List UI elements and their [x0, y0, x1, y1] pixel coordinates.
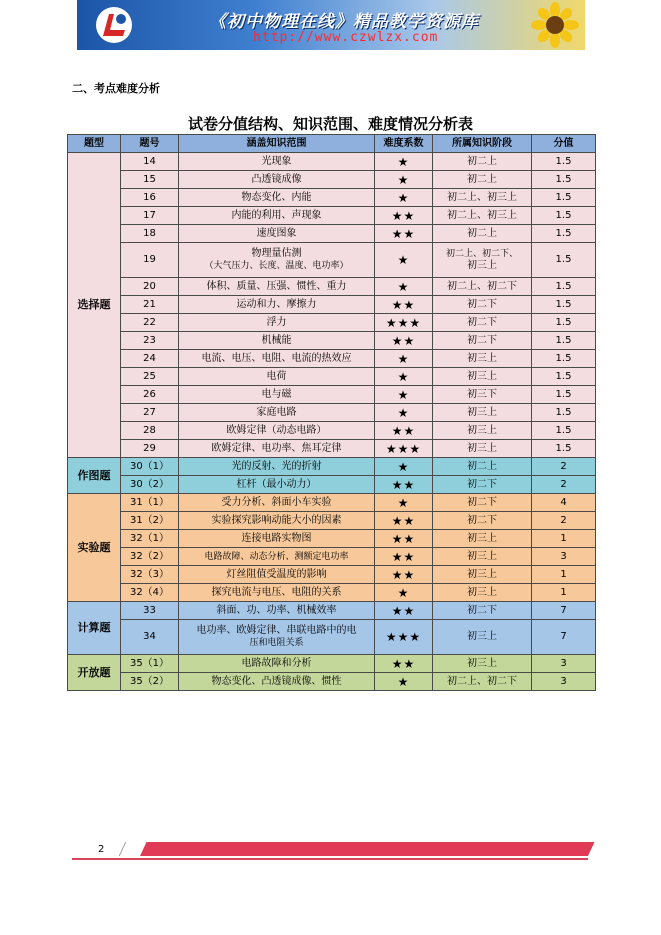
topic-text: 运动和力、摩擦力	[236, 298, 317, 310]
question-number-cell: 23	[121, 332, 179, 350]
difficulty-stars-cell: ★★	[375, 332, 433, 350]
table-row	[68, 494, 596, 512]
question-number-cell: 26	[121, 386, 179, 404]
footer-accent-bar	[140, 842, 595, 856]
topic-text: 家庭电路	[256, 406, 297, 418]
site-logo-icon	[95, 6, 133, 44]
topic-cell	[179, 512, 375, 530]
question-number-cell: 18	[121, 225, 179, 243]
question-number-cell: 35（2）	[121, 673, 179, 691]
question-number-cell: 28	[121, 422, 179, 440]
topic-cell	[179, 368, 375, 386]
header-type: 题型	[68, 135, 121, 153]
difficulty-stars-cell: ★	[375, 584, 433, 602]
stage-text: 初二上	[467, 460, 497, 472]
table-row	[68, 404, 596, 422]
question-number-cell: 19	[121, 243, 179, 278]
topic-cell	[179, 655, 375, 673]
topic-cell	[179, 404, 375, 422]
stage-cell	[433, 386, 532, 404]
score-cell: 1.5	[532, 422, 596, 440]
stage-text: 初二上、初二下	[447, 280, 517, 292]
difficulty-stars-cell: ★★★	[375, 314, 433, 332]
analysis-table	[67, 134, 596, 691]
stage-text: 初三上	[467, 532, 497, 544]
topic-text: 光现象	[261, 155, 292, 167]
topic-cell	[179, 314, 375, 332]
table-header-row	[68, 135, 596, 153]
topic-text: 电功率、欧姆定律、串联电路中的电	[196, 625, 357, 636]
topic-text: 欧姆定律（动态电路）	[226, 424, 327, 436]
score-cell: 3	[532, 673, 596, 691]
score-cell: 1.5	[532, 440, 596, 458]
table-row	[68, 422, 596, 440]
sunflower-icon	[529, 2, 581, 48]
topic-cell	[179, 673, 375, 691]
stage-text: 初二上、初二下、	[445, 249, 518, 259]
header-banner	[77, 0, 585, 50]
difficulty-stars-cell: ★	[375, 368, 433, 386]
page-number: 2	[98, 844, 105, 855]
stage-text: 初二上、初三上	[447, 191, 517, 203]
topic-text: 电荷	[266, 370, 287, 382]
topic-text: 体积、质量、压强、惯性、重力	[206, 280, 347, 292]
topic-text: 浮力	[266, 316, 287, 328]
stage-cell	[433, 404, 532, 422]
question-number-cell: 29	[121, 440, 179, 458]
table-row	[68, 153, 596, 171]
topic-text: 电流、电压、电阻、电流的热效应	[201, 352, 352, 364]
topic-text: 实验探究影响动能大小的因素	[211, 514, 342, 526]
difficulty-stars-cell: ★★	[375, 530, 433, 548]
score-cell: 1.5	[532, 314, 596, 332]
table-row	[68, 296, 596, 314]
difficulty-stars-cell: ★	[375, 494, 433, 512]
question-number-cell: 32（3）	[121, 566, 179, 584]
score-cell: 1	[532, 584, 596, 602]
score-cell: 1.5	[532, 243, 596, 278]
stage-text: 初二上	[467, 227, 497, 239]
question-number-cell: 35（1）	[121, 655, 179, 673]
topic-cell	[179, 171, 375, 189]
stage-text-line2: 初三上	[467, 260, 497, 271]
question-number-cell: 24	[121, 350, 179, 368]
topic-cell	[179, 458, 375, 476]
question-number-cell: 14	[121, 153, 179, 171]
difficulty-stars-cell: ★	[375, 153, 433, 171]
topic-cell	[179, 207, 375, 225]
score-cell: 1.5	[532, 171, 596, 189]
stage-cell	[433, 350, 532, 368]
stage-cell	[433, 566, 532, 584]
difficulty-stars-cell: ★★	[375, 548, 433, 566]
question-type-cell: 选择题	[68, 153, 121, 458]
difficulty-stars-cell: ★★	[375, 296, 433, 314]
table-title: 试卷分值结构、知识范围、难度情况分析表	[187, 115, 473, 133]
question-number-cell: 30（1）	[121, 458, 179, 476]
stage-cell	[433, 673, 532, 691]
table-row	[68, 350, 596, 368]
stage-text: 初二下	[467, 298, 497, 310]
table-row	[68, 189, 596, 207]
header-stage: 所属知识阶段	[433, 135, 532, 153]
table-row	[68, 225, 596, 243]
table-row	[68, 314, 596, 332]
score-cell: 1.5	[532, 189, 596, 207]
stage-text: 初二下	[467, 334, 497, 346]
stage-cell	[433, 422, 532, 440]
topic-text: 物理量估测	[251, 248, 302, 259]
stage-cell	[433, 548, 532, 566]
score-cell: 2	[532, 512, 596, 530]
stage-cell	[433, 655, 532, 673]
table-row	[68, 530, 596, 548]
question-number-cell: 15	[121, 171, 179, 189]
difficulty-stars-cell: ★	[375, 350, 433, 368]
score-cell: 2	[532, 476, 596, 494]
table-row	[68, 368, 596, 386]
topic-cell	[179, 332, 375, 350]
topic-text: 探究电流与电压、电阻的关系	[211, 586, 342, 598]
question-number-cell: 22	[121, 314, 179, 332]
score-cell: 1.5	[532, 207, 596, 225]
stage-cell	[433, 368, 532, 386]
difficulty-stars-cell: ★	[375, 278, 433, 296]
topic-cell	[179, 584, 375, 602]
table-body	[68, 153, 596, 691]
stage-text: 初二下	[467, 316, 497, 328]
stage-text: 初三上	[467, 406, 497, 418]
difficulty-stars-cell: ★	[375, 673, 433, 691]
topic-cell	[179, 243, 375, 278]
topic-text: 光的反射、光的折射	[231, 460, 322, 472]
footer-line	[72, 858, 588, 860]
table-row	[68, 207, 596, 225]
question-number-cell: 33	[121, 602, 179, 620]
topic-text: 凸透镜成像	[251, 173, 302, 185]
score-cell: 1.5	[532, 332, 596, 350]
table-row	[68, 243, 596, 278]
topic-text: 欧姆定律、电功率、焦耳定律	[211, 442, 342, 454]
topic-cell	[179, 566, 375, 584]
score-cell: 1	[532, 566, 596, 584]
question-type-cell: 实验题	[68, 494, 121, 602]
difficulty-stars-cell: ★	[375, 386, 433, 404]
score-cell: 4	[532, 494, 596, 512]
table-row	[68, 548, 596, 566]
topic-cell	[179, 530, 375, 548]
stage-text: 初三上	[467, 352, 497, 364]
stage-cell	[433, 278, 532, 296]
topic-cell	[179, 620, 375, 655]
stage-text: 初三上	[467, 657, 497, 669]
topic-text: 物态变化、凸透镜成像、惯性	[211, 675, 342, 687]
topic-text: 电路故障、动态分析、测额定电功率	[204, 551, 349, 562]
difficulty-stars-cell: ★★★	[375, 440, 433, 458]
stage-cell	[433, 296, 532, 314]
stage-cell	[433, 530, 532, 548]
table-row	[68, 602, 596, 620]
question-number-cell: 25	[121, 368, 179, 386]
stage-text: 初二下	[467, 478, 497, 490]
stage-cell	[433, 225, 532, 243]
table-row	[68, 476, 596, 494]
topic-cell	[179, 153, 375, 171]
stage-text: 初二下	[467, 604, 497, 616]
question-number-cell: 21	[121, 296, 179, 314]
topic-text-line2: （大气压力、长度、温度、电功率）	[204, 261, 349, 271]
question-type-cell: 计算题	[68, 602, 121, 655]
topic-cell	[179, 225, 375, 243]
banner-title: 《初中物理在线》精品教学资源库	[209, 12, 479, 32]
topic-cell	[179, 602, 375, 620]
topic-cell	[179, 440, 375, 458]
difficulty-stars-cell: ★★	[375, 566, 433, 584]
difficulty-stars-cell: ★	[375, 171, 433, 189]
difficulty-stars-cell: ★	[375, 458, 433, 476]
table-row	[68, 673, 596, 691]
score-cell: 1.5	[532, 225, 596, 243]
stage-text: 初三下	[467, 388, 497, 400]
question-number-cell: 16	[121, 189, 179, 207]
score-cell: 3	[532, 548, 596, 566]
table-row	[68, 620, 596, 655]
topic-cell	[179, 548, 375, 566]
topic-text: 电与磁	[261, 388, 292, 400]
topic-text: 受力分析、斜面小车实验	[221, 496, 332, 508]
stage-cell	[433, 494, 532, 512]
question-number-cell: 30（2）	[121, 476, 179, 494]
topic-text: 内能的利用、声现象	[231, 209, 322, 221]
question-number-cell: 31（2）	[121, 512, 179, 530]
stage-text: 初二下	[467, 496, 497, 508]
stage-text: 初二上、初二下	[447, 675, 517, 687]
score-cell: 1.5	[532, 153, 596, 171]
stage-text: 初三上	[467, 424, 497, 436]
topic-cell	[179, 189, 375, 207]
topic-cell	[179, 476, 375, 494]
topic-text: 斜面、功、功率、机械效率	[216, 604, 337, 616]
table-row	[68, 440, 596, 458]
difficulty-stars-cell: ★★	[375, 655, 433, 673]
stage-cell	[433, 440, 532, 458]
score-cell: 1.5	[532, 404, 596, 422]
difficulty-stars-cell: ★	[375, 404, 433, 422]
question-number-cell: 31（1）	[121, 494, 179, 512]
question-type-cell: 开放题	[68, 655, 121, 691]
difficulty-stars-cell: ★★	[375, 602, 433, 620]
stage-text: 初三上	[467, 631, 497, 642]
stage-cell	[433, 332, 532, 350]
question-number-cell: 32（1）	[121, 530, 179, 548]
score-cell: 3	[532, 655, 596, 673]
question-type-cell: 作图题	[68, 458, 121, 494]
question-number-cell: 20	[121, 278, 179, 296]
footer-divider	[119, 842, 133, 856]
stage-text: 初三上	[467, 568, 497, 580]
topic-text: 连接电路实物图	[241, 532, 312, 544]
stage-text: 初二上	[467, 173, 497, 185]
stage-cell	[433, 620, 532, 655]
stage-cell	[433, 243, 532, 278]
question-number-cell: 32（2）	[121, 548, 179, 566]
stage-cell	[433, 476, 532, 494]
header-number: 题号	[121, 135, 179, 153]
topic-text-line2: 压和电阻关系	[249, 638, 304, 648]
score-cell: 1.5	[532, 386, 596, 404]
stage-cell	[433, 153, 532, 171]
stage-text: 初三上	[467, 370, 497, 382]
table-row	[68, 171, 596, 189]
table-row	[68, 458, 596, 476]
score-cell: 1.5	[532, 296, 596, 314]
topic-cell	[179, 278, 375, 296]
question-number-cell: 17	[121, 207, 179, 225]
topic-cell	[179, 494, 375, 512]
stage-text: 初三上	[467, 586, 497, 598]
topic-cell	[179, 296, 375, 314]
header-topic: 涵盖知识范围	[179, 135, 375, 153]
topic-text: 灯丝阻值受温度的影响	[226, 568, 327, 580]
header-score: 分值	[532, 135, 596, 153]
score-cell: 1.5	[532, 350, 596, 368]
question-number-cell: 27	[121, 404, 179, 422]
question-number-cell: 34	[121, 620, 179, 655]
stage-text: 初三上	[467, 550, 497, 562]
banner-url[interactable]: http://www.czwlzx.com	[253, 30, 439, 45]
stage-cell	[433, 458, 532, 476]
stage-text: 初三上	[467, 442, 497, 454]
header-difficulty: 难度系数	[375, 135, 433, 153]
topic-text: 机械能	[261, 334, 292, 346]
difficulty-stars-cell: ★	[375, 243, 433, 278]
score-cell: 1	[532, 530, 596, 548]
table-row	[68, 584, 596, 602]
table-row	[68, 566, 596, 584]
difficulty-stars-cell: ★★	[375, 422, 433, 440]
difficulty-stars-cell: ★★	[375, 225, 433, 243]
table-row	[68, 512, 596, 530]
stage-cell	[433, 314, 532, 332]
stage-text: 初二上	[467, 155, 497, 167]
difficulty-stars-cell: ★★★	[375, 620, 433, 655]
table-row	[68, 332, 596, 350]
stage-text: 初二下	[467, 514, 497, 526]
score-cell: 2	[532, 458, 596, 476]
difficulty-stars-cell: ★★	[375, 476, 433, 494]
difficulty-stars-cell: ★★	[375, 207, 433, 225]
stage-text: 初二上、初三上	[447, 209, 517, 221]
score-cell: 7	[532, 602, 596, 620]
topic-cell	[179, 350, 375, 368]
topic-text: 速度图象	[256, 227, 297, 239]
stage-cell	[433, 189, 532, 207]
section-title: 二、考点难度分析	[72, 82, 160, 95]
topic-cell	[179, 422, 375, 440]
score-cell: 1.5	[532, 278, 596, 296]
difficulty-stars-cell: ★★	[375, 512, 433, 530]
topic-text: 物态变化、内能	[241, 191, 312, 203]
difficulty-stars-cell: ★	[375, 189, 433, 207]
question-number-cell: 32（4）	[121, 584, 179, 602]
score-cell: 7	[532, 620, 596, 655]
table-row	[68, 655, 596, 673]
topic-cell	[179, 386, 375, 404]
table-row	[68, 278, 596, 296]
stage-cell	[433, 207, 532, 225]
stage-cell	[433, 602, 532, 620]
stage-cell	[433, 584, 532, 602]
stage-cell	[433, 512, 532, 530]
stage-cell	[433, 171, 532, 189]
table-row	[68, 386, 596, 404]
score-cell: 1.5	[532, 368, 596, 386]
topic-text: 杠杆（最小动力）	[236, 478, 317, 490]
topic-text: 电路故障和分析	[241, 657, 312, 669]
